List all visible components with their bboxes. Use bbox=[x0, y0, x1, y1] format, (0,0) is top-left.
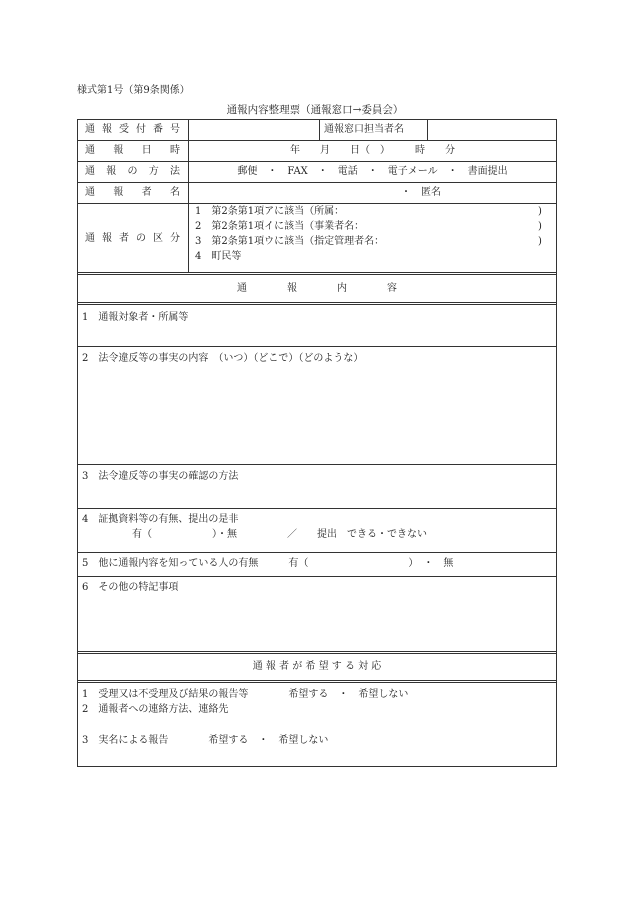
contact-person-label: 通報窓口担当者名 bbox=[324, 124, 404, 135]
report-content-header: 通 報 内 容 bbox=[237, 283, 397, 294]
row-divider bbox=[77, 508, 557, 509]
double-divider bbox=[77, 302, 557, 305]
column-divider bbox=[188, 119, 189, 272]
row-divider bbox=[77, 552, 557, 553]
response-item-1[interactable]: 1 受理又は不受理及び結果の報告等 希望する ・ 希望しない bbox=[82, 689, 409, 700]
report-datetime-label: 通 報 日 時 bbox=[85, 145, 180, 156]
row-divider bbox=[77, 346, 557, 347]
row-divider bbox=[77, 576, 557, 577]
close-paren: ) bbox=[538, 206, 542, 217]
content-item-4-detail[interactable]: 有（ ）・無 ／ 提出 できる・できない bbox=[132, 529, 427, 540]
row-divider bbox=[77, 140, 557, 141]
reporter-name-label: 通 報 者 名 bbox=[85, 187, 180, 198]
content-item-4-title: 4 証拠資料等の有無、提出の是非 bbox=[82, 514, 239, 525]
form-number-label: 様式第1号（第9条関係） bbox=[77, 85, 190, 96]
response-header: 通 報 者 が 希 望 す る 対 応 bbox=[252, 661, 382, 672]
report-datetime-value[interactable]: 年 月 日（ ） 時 分 bbox=[290, 145, 455, 156]
content-item-2: 2 法令違反等の事実の内容 （いつ）（どこで）（どのような） bbox=[82, 353, 364, 364]
double-divider bbox=[77, 651, 557, 654]
category-option-1[interactable]: 1 第2条第1項アに該当（所属： bbox=[195, 206, 345, 217]
report-method-options[interactable]: 郵便 ・ FAX ・ 電話 ・ 電子メール ・ 書面提出 bbox=[237, 166, 508, 177]
column-divider bbox=[319, 119, 320, 140]
category-option-2[interactable]: 2 第2条第1項イに該当（事業者名： bbox=[195, 221, 365, 232]
content-item-5[interactable]: 5 他に通報内容を知っている人の有無 有（ ） ・ 無 bbox=[82, 558, 454, 569]
receipt-number-label: 通 報 受 付 番 号 bbox=[85, 124, 180, 135]
content-item-3: 3 法令違反等の事実の確認の方法 bbox=[82, 471, 239, 482]
close-paren: ) bbox=[538, 221, 542, 232]
double-divider bbox=[77, 680, 557, 683]
row-divider bbox=[77, 464, 557, 465]
receipt-number-field[interactable] bbox=[189, 120, 318, 140]
content-item-1: 1 通報対象者・所属等 bbox=[82, 312, 189, 323]
category-option-3[interactable]: 3 第2条第1項ウに該当（指定管理者名： bbox=[195, 236, 385, 247]
form-title: 通報内容整理票（通報窓口→委員会） bbox=[226, 104, 404, 116]
row-divider bbox=[77, 203, 557, 204]
close-paren: ) bbox=[538, 236, 542, 247]
response-item-3[interactable]: 3 実名による報告 希望する ・ 希望しない bbox=[82, 735, 329, 746]
anonymous-option[interactable]: ・ 匿名 bbox=[401, 187, 441, 198]
double-divider bbox=[77, 272, 557, 275]
contact-person-field[interactable] bbox=[428, 120, 556, 140]
reporter-category-label: 通 報 者 の 区 分 bbox=[85, 233, 180, 244]
row-divider bbox=[77, 182, 557, 183]
response-item-2: 2 通報者への連絡方法、連絡先 bbox=[82, 704, 229, 715]
row-divider bbox=[77, 161, 557, 162]
category-option-4[interactable]: 4 町民等 bbox=[195, 251, 242, 262]
report-method-label: 通 報 の 方 法 bbox=[85, 166, 180, 177]
content-item-6: 6 その他の特記事項 bbox=[82, 582, 179, 593]
